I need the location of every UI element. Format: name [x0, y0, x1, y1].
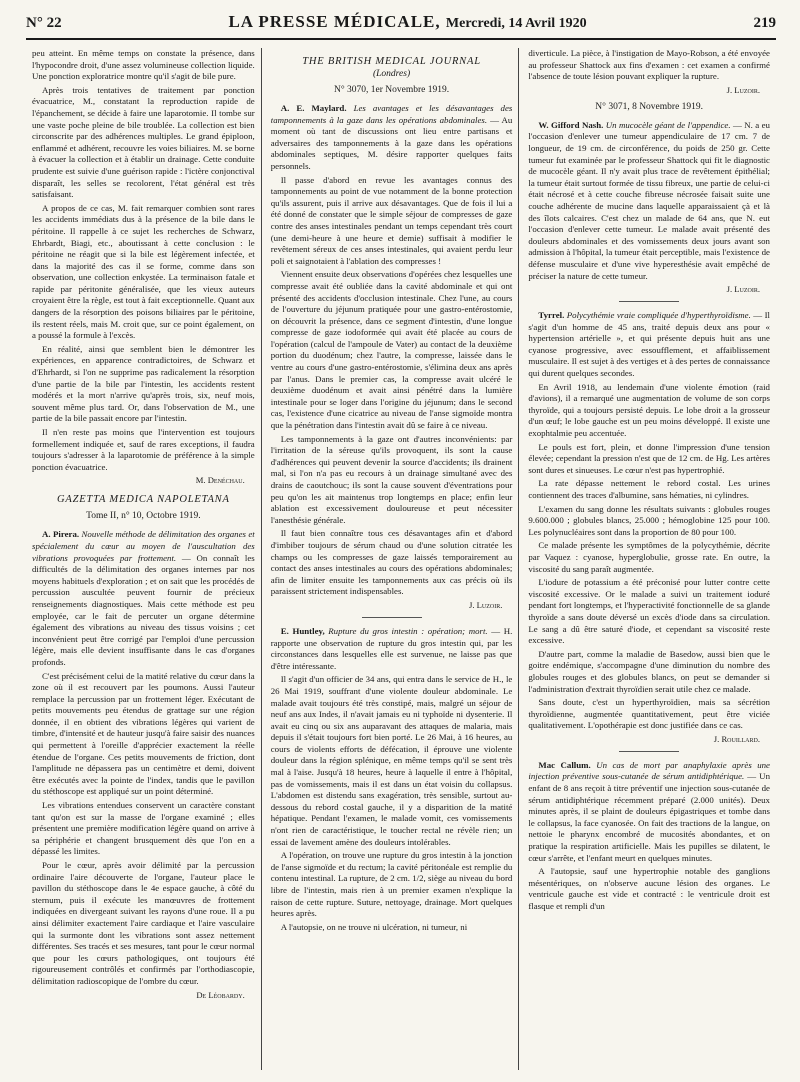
- page-header: [26, 12, 776, 40]
- paragraph: Après trois tentatives de traitement par ponction évacuatrice, M., constatant la reproduction rapide de l'épanchement, se décide à faire une laparotomie. Il tombe sur une vaste poche pleine de bile troublée. La collection est bien circonscrite par des adhérences multiples. Le grand épiploon, enflammé et adhérent, recouvre les voies biliaires. M. se borne à évacuer la collection et à établir un drainage. Cette conduite prudente est suivie d'une guérison rapide : l'ictère conjonctival disparaît, les selles se recolorent, l'état général est très satisfaisant.: [32, 84, 255, 200]
- page-number: 219: [753, 15, 776, 31]
- article-author: E. Huntley,: [280, 625, 325, 636]
- journal-heading: THE BRITISH MEDICAL JOURNAL: [302, 56, 481, 67]
- issue-heading: N° 3070, 1er Novembre 1919.: [333, 85, 450, 95]
- paragraph: La rate dépasse nettement le rebord costal. Les urines contiennent des traces d'albumine, sans hématies, ni cylindres.: [528, 478, 770, 500]
- paragraph: Ce malade présente les symptômes de la polycythémie, décrite par Vaquez : cyanose, hyperglobulie, grosse rate. En outre, la viscosité du sang paraît augmentée.: [528, 540, 770, 574]
- separator: [619, 301, 679, 302]
- article-title: Nouvelle méthode de délimitation des organes et spécialement du cœur au moyen de l'auscultation des vibrations provoquées par frottement.: [32, 529, 255, 563]
- signature: J. Rouillard.: [713, 733, 760, 744]
- paragraph: Le pouls est fort, plein, et donne l'impression d'une tension élevée; cependant la pression n'est que de 12 cm. de Hg. Les artères sont dures et sinueuses. Le cœur n'est pas hypertrophié.: [528, 441, 770, 475]
- paragraph: En réalité, ainsi que semblent bien le démontrer les expériences, en apparence contradictoires, de Schwarz et d'Ehrhardt, si l'on ne supprime pas radicalement la résorption d'une partie de la bile par l'intestin, les accidents restent modérés et la mort n'arrive qu'après trois, six, neuf mois, souvent même plus tard. Or, dans l'observation de M., une partie de la bile passait encore par l'intestin.: [32, 343, 255, 424]
- column-3: [518, 48, 776, 1070]
- paragraph: Il faut bien connaître tous ces désavantages afin et d'abord d'imbiber toujours de sérum chaud ou d'une solution citratée les champs ou les compresses de gaze laissés temporairement au contact des anses intestinales au cours des opérations abdominales; afin de limiter ensuite les tamponnements aux cas précis où ils paraissent strictement indispensables.: [270, 528, 513, 597]
- article-text: — H. rapporte une observation de rupture du gros intestin qui, par les circonstances dans lesquelles elle est survenue, ne laisse pas que d'être intéressante.: [270, 625, 513, 671]
- article-text: — N. a eu l'occasion d'enlever une tumeur appendiculaire de 17 cm. 7 de longueur, de 19 cm. de circonférence, du poids de 250 gr. Cette tumeur fut examinée par le professeur Shattock qui fit le diagnostic de mucocèle géant. Il n'y avait plus trace de revêtement épithélial; la tumeur était surtout formée de tissu fibreux, une partie de celui-ci était nécrosé et à cette couche fibreuse nécrosée faisait suite une couche adhérente de mucine dans laquelle apparaissaient çà et là des îlots calcaires. C'est chez un malade de 64 ans, que N. eut l'occasion d'enlever cette tumeur. Le malade avait présenté des douleurs abdominales et des vomissements deux jours avant son admission à l'hôpital, la tumeur était perceptible, mais l'existence de défense musculaire et d'une vive hyperesthésie avait empêché de préciser la nature de cette tumeur.: [528, 119, 770, 281]
- paragraph: Il passe d'abord en revue les avantages connus des tamponnements au point de vue notamment de la bonne protection qu'ils assurent, puis il arrive aux désavantages. Que de fois il lui a été donné de constater que le simple séjour de compresses de gaze contre des anses intestinales pendant un temps cependant très court (une demi-heure à une heure et demie) suffisait à modifier le revêtement séreux de ces anses intestinales, qui avaient perdu leur poli et saignotaient à l'ablation des compresses !: [270, 174, 513, 266]
- paragraph: Il s'agit d'un officier de 34 ans, qui entra dans le service de H., le 26 Mai 1919, souffrant d'une violente douleur abdominale. Le malade avait toujours été très constipé, mais, malgré un séjour de neuf ans aux Indes, il n'avait jamais eu ni typhoïde ni dysenterie. Il avait eu cinq ou six ans auparavant des attaques de malaria, mais depuis il s'était toujours fort bien porté. Le 26 Mai, à 16 heures, au cours de violents efforts de défécation, il éprouve une violente douleur dans la région splénique, en même temps qu'il se sent très mal à l'aise. Jusqu'à 18 heures, heure à laquelle il entre à l'hôpital, pas de vomissements, mais il est dans un état voisin du collapsus. L'abdomen est distendu sans exagération, très sensible, surtout au-dessous du rebord costal gauche, il y a disparition de la matité hépatique. Pendant l'examen, le malade vomit, ces vomissements n'ont rien de caractéristique, le toucher rectal ne révèle rien; un essai de lavement amène des douleurs intolérables.: [270, 674, 513, 847]
- paragraph: Il n'en reste pas moins que l'intervention est toujours formellement indiquée et, sauf de rares exceptions, il faudra toujours s'adresser à la laparotomie de préférence à la simple ponction évacuatrice.: [32, 427, 255, 472]
- article-lead: [271, 626, 513, 672]
- article-lead: [271, 103, 513, 173]
- article-title: Polycythémie vraie compliquée d'hyperthyroïdisme.: [566, 310, 751, 321]
- paragraph: Les tamponnements à la gaze ont d'autres inconvénients: par l'irritation de la séreuse qu'ils provoquent, ils sont la cause d'adhérences qui peuvent devenir la source d'accidents; ils drainent mal, si l'on n'a pas eu recours à un drainage simultané avec des drains de caoutchouc; ils sont la cause souvent d'éventrations pour peu qu'on les ait maintenus trop longtemps en place; enfin leur ablation est excessivement douloureuse et peut nécessiter l'anesthésie générale.: [270, 433, 513, 525]
- paragraph: Les vibrations entendues conservent un caractère constant tant qu'on est sur la masse de l'organe examiné ; elles présentent une première modification légère quand on arrive à sa périphérie et changent brusquement dès que l'on en a dépassé les limites.: [32, 800, 255, 857]
- paragraph: En Avril 1918, au lendemain d'une violente émotion (raid d'avions), il a remarqué une augmentation de volume de son corps thyroïde, qui a toujours persisté depuis. Le lobe droit a la grosseur d'un œuf; le lobe gauche est un peu moins développé. Il existe une exophtalmie peu accentuée.: [528, 381, 770, 439]
- article-text: — Au moment où tant de discussions ont lieu entre partisans et adversaires des tamponnements à la gaze dans les opérations abdominales septiques, M. désire rapporter quelques faits personnels.: [270, 114, 513, 171]
- paragraph: D'autre part, comme la maladie de Basedow, aussi bien que le goitre endémique, s'accompagne d'une diminution du nombre des globules rouges et des globules blancs, on peut se demander si l'administration d'extrait thyroïdien serait utile chez ce malade.: [528, 648, 770, 694]
- column-1: [26, 48, 261, 1070]
- article-title: Rupture du gros intestin : opération; mort.: [328, 625, 488, 636]
- article-text: — On connaît les difficultés de la délimitation des organes internes par nos moyens habituels d'exploration ; et on sait que les procédés de percussion auscultée peuvent fournir de précieux renseignements diagnostiques. Mais cette méthode est peu employée, car le fait de percuter un organe détermine également des vibrations au niveau des tissus voisins ; cet inconvénient peut être corrigé par l'emploi d'une percussion légère, mais elle devient insuffisante dans le cas d'organes profonds.: [32, 552, 255, 667]
- paragraph: L'iodure de potassium a été préconisé pour lutter contre cette viscosité excessive. Or le malade a suivi un traitement ioduré pendant fort longtemps, et l'hyperactivité fonctionnelle de sa glande thyroïde a sans doute déversé un excès d'iode dans sa circulation. Le sang a dû être saturé d'iode, et cependant sa viscosité reste excessive.: [528, 577, 770, 646]
- article-text: — Il s'agit d'un homme de 45 ans, traité depuis deux ans pour « hypertension artérielle », et qui présente depuis huit ans une cyanose progressive, avec essoufflement, et affaiblissement musculaire. Il est sujet à des vertiges et à des pertes de connaissance qui durent quelques secondes.: [528, 310, 770, 379]
- signature: J. Luzoir.: [726, 84, 760, 95]
- paragraph: peu atteint. En même temps on constate la présence, dans l'hypocondre droit, d'une assez volumineuse collection liquide. Une ponction exploratrice montre qu'il s'agit de bile pure.: [32, 48, 255, 82]
- article-author: A. E. Maylard.: [280, 103, 347, 113]
- paragraph: L'examen du sang donne les résultats suivants : globules rouges 9.600.000 ; globules blancs, 25.000 ; hémoglobine 125 pour 100. Les polynucléaires sont dans la proportion de 80 pour 100.: [528, 503, 770, 537]
- journal-name: LA PRESSE MÉDICALE,: [228, 12, 441, 31]
- article-lead: [528, 760, 770, 864]
- article-title: Un mucocèle géant de l'appendice.: [605, 119, 731, 130]
- paragraph: Pour le cœur, après avoir délimité par la percussion ordinaire l'aire découverte de l'organe, l'auteur place le pavillon du stéthoscope dans le 4e espace gauche, à côté du sternum, puis il exécute les manœuvres de frottement indiquées en divergeant suivant les rayons d'une roue. Il a pu ainsi délimiter exactement l'aire cardiaque et l'aire vasculaire qui la surmonte dont les vibrations sont assez nettement différentes. Ses tracés et ses mesures, tant pour le cœur normal que pour les cœurs pathologiques, ont toujours été rigoureusement contrôlés et confirmés par l'orthodiascopie, délimitation radioscopique de l'ombre du cœur.: [32, 860, 255, 986]
- article-author: Mac Callum.: [538, 759, 591, 770]
- column-2: [261, 48, 519, 1070]
- paragraph: Viennent ensuite deux observations d'opérées chez lesquelles une compresse avait été oubliée dans la cavité abdominale et qui ont présenté des accidents d'occlusion intestinale. Chez l'une, au cours de l'ouverture du jéjunum pratiquée pour une gastro-entérostomie, on découvrit la présence, dans ce segment d'intestin, d'une longue compresse de gaze iodoformée qui avait été placée au cours de l'opération (calcul de l'ampoule de Vater) au contact de la deuxième portion du duodénum; chez l'autre, la compresse, laissée dans le ventre au cours d'une gastro-entérostomie, s'élimina deux ans après par l'anus. Dans le premier cas, la compresse avait ulcéré le deuxième duodénum et avait ainsi pénétré dans la lumière intestinale pour se loger dans l'origine du jéjunum; dans le second cas, l'existence d'une cicatrice au niveau de l'anse sigmoïde montra que la pénétration dans l'intestin avait dû se faire à ce niveau.: [270, 269, 513, 431]
- issue-number: N° 22: [26, 15, 62, 31]
- journal-heading: GAZETTA MEDICA NAPOLETANA: [57, 494, 230, 506]
- signature: M. Denéchau.: [195, 475, 245, 486]
- journal-masthead: [228, 12, 586, 32]
- separator: [619, 751, 679, 752]
- article-text: — Un enfant de 8 ans reçoit à titre préventif une injection sous-cutanée de sérum antidiphtérique récemment préparé (2.000 unités). Deux minutes après, il se plaint de douleurs épigastriques et tombe dans le collapsus, la face cyanosée. On fait des tractions de la langue, on nettoie le pharynx encombré de mucosités abondantes, et on pratique la respiration artificielle. Mais les pupilles se dilatent, le cœur s'arrête, et l'enfant meurt en quelques minutes.: [528, 771, 770, 863]
- issue-date: Mercredi, 14 Avril 1920: [445, 16, 587, 31]
- article-author: Tyrrel.: [538, 310, 565, 321]
- paragraph: diverticule. La pièce, à l'instigation de Mayo-Robson, a été envoyée au professeur Shattock aux fins d'examen : cet examen a confirmé l'absence de toute lésion pouvant expliquer la rupture.: [528, 48, 770, 82]
- signature: J. Luzoir.: [468, 599, 503, 610]
- separator: [362, 617, 422, 618]
- paragraph: A l'opération, on trouve une rupture du gros intestin à la jonction de l'anse sigmoïde et du rectum; la cavité péritonéale est remplie du contenu intestinal. La rupture, de 2 cm. 1/2, siège au niveau du bord libre de l'intestin, mais rien à un premier examen n'explique la raison de cette rupture. Suture, nettoyage, drainage. Mort quelques heures après.: [270, 850, 513, 919]
- paragraph: C'est précisément celui de la matité relative du cœur dans la zone où il est recouvert par les poumons. Aussi l'auteur remplace la percussion par un frottement léger. Exécutant de petits mouvements peu étendus de grattage sur une région donnée, il en obtient des vibrations légères qui varient de timbre, d'intensité et de hauteur jusqu'à faire saisir des nuances qui permettent à l'oreille d'apprécier exactement la réelle étendue de l'organe. Ces petits mouvements de friction, dont l'amplitude ne dépassera pas un centimètre et demi, doivent être exécutés avec la pointe de l'index, tandis que le pavillon du stéthoscope est appliqué sur un point déterminé.: [32, 670, 255, 797]
- article-lead: [528, 120, 770, 282]
- issue-heading: N° 3071, 8 Novembre 1919.: [595, 101, 704, 112]
- paragraph: Sans doute, c'est un hyperthyroïdien, mais sa sécrétion thyroïdienne, augmentée quantitativement, peut être viciée qualitativement. L'opothérapie est donc justifiée dans ce cas.: [528, 697, 770, 731]
- paragraph: A l'autopsie, sauf une hypertrophie notable des ganglions mésentériques, on n'observe aucune lésion des organes. Le ventricule gauche est vide et contracté : le ventricule droit est flasque et rempli d'un: [528, 866, 770, 911]
- paragraph: A propos de ce cas, M. fait remarquer combien sont rares les accidents immédiats dus à la présence de la bile dans le péritoine. Il rappelle à ce sujet les recherches de Schwarz, Ehrbardt, Biagi, etc., aboutissant à cette conclusion : le péritoine ne réagit que si la bile est légèrement infectée, et dans la majorité des cas il se forme, comme dans son observation, une collection enkystée. La terminaison fatale et rapide par péritonite généralisée, que les vieux auteurs croyaient être la règle, est tout à fait exceptionnelle. Quant aux dangers de la résorption des poisons biliaires par le péritoine, ils restent réels, mais M. croit que, sur ce point également, on a poussé la formule à l'excès.: [32, 202, 255, 341]
- article-title: Les avantages et les désavantages des tamponnements à la gaze dans les opérations abdominales.: [270, 103, 513, 125]
- journal-location: (Londres): [372, 69, 411, 79]
- signature: J. Luzoir.: [726, 284, 760, 295]
- signature: De Léobardy.: [196, 989, 245, 1000]
- text-columns: [26, 48, 776, 1070]
- article-author: A. Pirera.: [42, 529, 80, 540]
- article-author: W. Gifford Nash.: [538, 119, 604, 130]
- article-lead: [528, 310, 770, 380]
- article-lead: [32, 529, 255, 668]
- article-title: Un cas de mort par anaphylaxie après une injection préventive sous-cutanée de sérum antidiphtérique.: [528, 759, 770, 782]
- paragraph: A l'autopsie, on ne trouve ni ulcération, ni tumeur, ni: [280, 921, 468, 932]
- issue-heading: Tome II, n° 10, Octobre 1919.: [86, 511, 201, 522]
